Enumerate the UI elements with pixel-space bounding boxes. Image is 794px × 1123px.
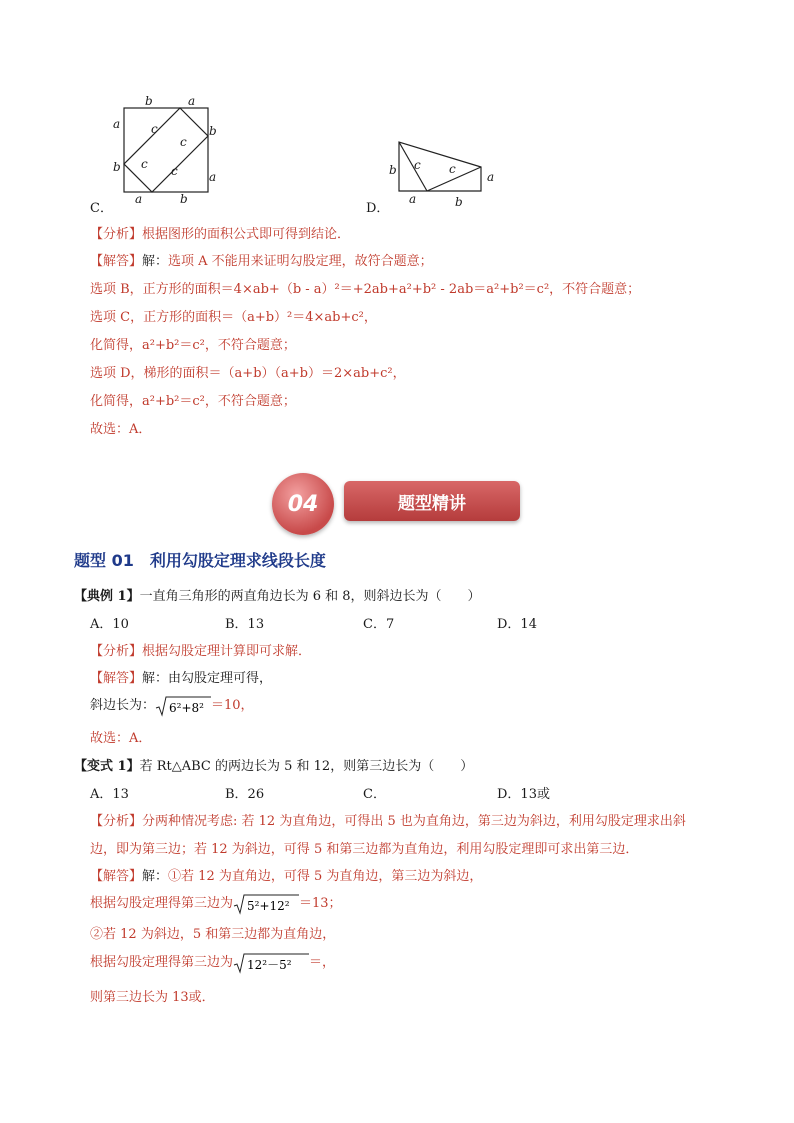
part1-answer: 【解答】解：选项 A 不能用来证明勾股定理，故符合题意；: [90, 254, 433, 269]
example1-hypotenuse: 斜边长为： 6²+8² ＝10，: [90, 694, 254, 717]
label-d-a-bottom: a: [409, 192, 417, 206]
example1-answer: 【解答】解：由勾股定理可得，: [90, 671, 273, 686]
part1-line-c: 选项 C，正方形的面积＝（a+b）²＝4×ab+c²，: [90, 310, 377, 325]
sqrt-5-12: [233, 893, 299, 915]
label-d-a-right: a: [487, 170, 495, 184]
example1-question: 【典例 1】一直角三角形的两直角边长为 6 和 8，则斜边长为（ ）: [74, 589, 481, 604]
label-b-right: b: [209, 124, 217, 138]
variant1-analysis-line1: 【分析】分两种情况考虑: 若 12 为直角边，可得出 5 也为直角边，第三边为斜边，利用勾股定理求出斜: [90, 814, 686, 829]
svg-text:6²+8²: 6²+8²: [169, 700, 204, 715]
svg-text:5²+12²: 5²+12²: [247, 898, 290, 913]
label-d-c-1: c: [414, 158, 421, 172]
sqrt-6-8: [155, 695, 211, 717]
variant1-case1-calc: 根据勾股定理得第三边为 5²+12² ＝13；: [90, 892, 342, 915]
part1-line-b: 选项 B，正方形的面积＝4×ab+（b - a）²＝+2ab+a²+b² - 2ab＝a²+b²＝c²，不符合题意；: [90, 282, 641, 297]
label-a-bottom: a: [135, 192, 143, 206]
label-d-c-2: c: [449, 162, 456, 176]
label-a-right: a: [209, 170, 217, 184]
variant1-case2: ②若 12 为斜边，5 和第三边都为直角边，: [90, 927, 336, 942]
variant1-option-d[interactable]: D．13或: [497, 787, 550, 802]
label-c-3: c: [141, 157, 148, 171]
example1-option-c[interactable]: C．7: [363, 617, 395, 632]
label-c-2: c: [180, 135, 187, 149]
example1-option-b[interactable]: B．13: [225, 617, 265, 632]
part1-simplify2: 化简得，a²+b²＝c²，不符合题意；: [90, 394, 296, 409]
label-d-b-bottom: b: [455, 195, 463, 209]
section-title: 题型 01 利用勾股定理求线段长度: [74, 551, 326, 570]
section-badge-title: 题型精讲: [344, 481, 520, 521]
label-b-left: b: [113, 160, 121, 174]
sqrt-12-5: [233, 952, 309, 974]
option-c-label: C．: [90, 201, 113, 216]
variant1-analysis-line2: 边，即为第三边；若 12 为斜边，可得 5 和第三边都为直角边，利用勾股定理即可求出第三边．: [90, 842, 639, 857]
example1-option-d[interactable]: D．14: [497, 617, 537, 632]
variant1-answer-case1: 【解答】解：①若 12 为直角边，可得 5 为直角边，第三边为斜边，: [90, 869, 483, 884]
label-c-4: c: [171, 164, 178, 178]
section-badge-number: 04: [272, 473, 334, 535]
variant1-case2-calc: 根据勾股定理得第三边为 12²－5² ＝，: [90, 951, 335, 974]
option-d-label: D．: [366, 201, 390, 216]
variant1-option-a[interactable]: A．13: [90, 787, 129, 802]
label-a-top: a: [188, 94, 196, 108]
label-d-b-left: b: [389, 163, 397, 177]
variant1-option-b[interactable]: B．26: [225, 787, 265, 802]
label-a-left: a: [113, 117, 121, 131]
example1-analysis: 【分析】根据勾股定理计算即可求解．: [90, 644, 312, 659]
example1-choose: 故选：A．: [90, 731, 152, 746]
svg-text:12²－5²: 12²－5²: [247, 957, 292, 972]
variant1-question: 【变式 1】若 Rt△ABC 的两边长为 5 和 12，则第三边长为（ ）: [74, 759, 474, 774]
label-c-1: c: [151, 122, 158, 136]
part1-line-d: 选项 D，梯形的面积＝（a+b）（a+b）＝2×ab+c²，: [90, 366, 406, 381]
variant1-option-c[interactable]: C．: [363, 787, 386, 802]
part1-choose: 故选：A．: [90, 422, 152, 437]
label-b-top: b: [145, 94, 153, 108]
variant1-conclusion: 则第三边长为 13或．: [90, 990, 215, 1005]
part1-simplify1: 化简得，a²+b²＝c²，不符合题意；: [90, 338, 296, 353]
part1-analysis: 【分析】根据图形的面积公式即可得到结论．: [90, 227, 351, 242]
figure-d-trapezoid: [390, 135, 490, 197]
example1-option-a[interactable]: A．10: [90, 617, 129, 632]
figure-c-square: [110, 92, 220, 202]
label-b-bottom: b: [180, 192, 188, 206]
